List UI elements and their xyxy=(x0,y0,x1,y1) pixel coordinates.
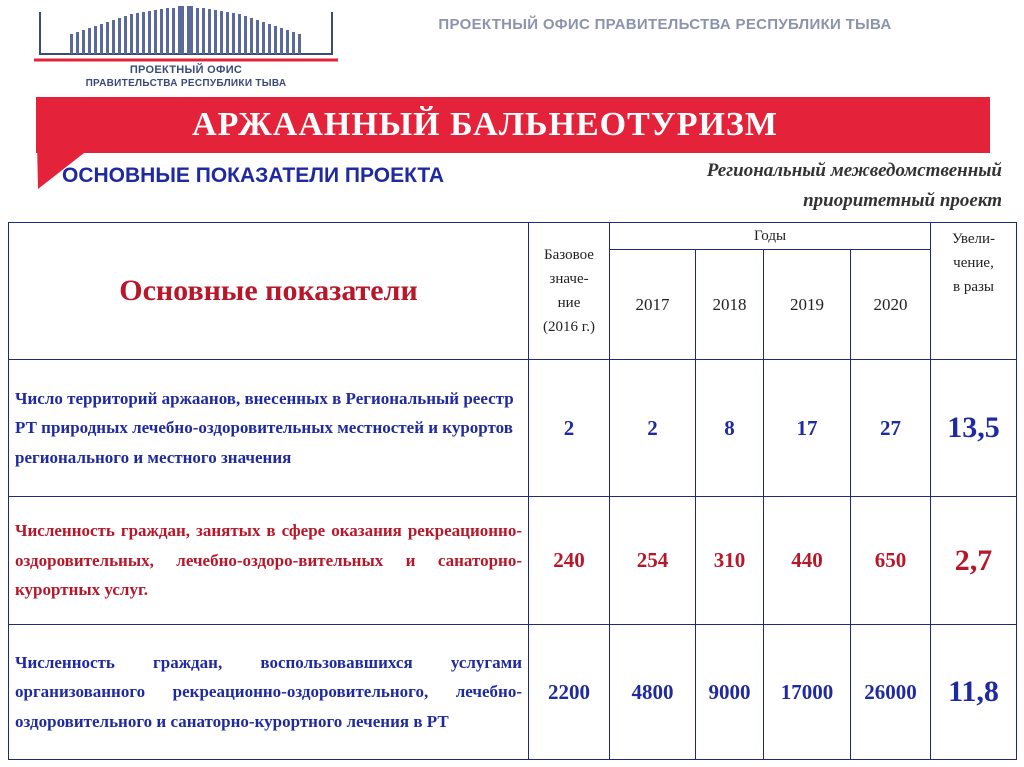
indicator-text: Численность граждан, занятых в сфере оказания рекреационно-оздоровительных, лечебно-оздоро-вительных и санаторно-курортных услуг. xyxy=(9,497,529,625)
header-increase-line2: чение, xyxy=(953,255,994,271)
value-base: 2 xyxy=(529,360,610,497)
header-year-2017: 2017 xyxy=(610,250,696,360)
header-increase-line3: в разы xyxy=(953,279,995,295)
header-base-line3: ние xyxy=(557,295,581,311)
header-year-2020: 2020 xyxy=(851,250,931,360)
header-indicators: Основные показатели xyxy=(9,223,529,360)
value-2020: 27 xyxy=(851,360,931,497)
value-base: 240 xyxy=(529,497,610,625)
header-year-2019: 2019 xyxy=(764,250,851,360)
header-increase xyxy=(931,223,1017,360)
value-2018: 310 xyxy=(696,497,764,625)
indicators-table xyxy=(8,222,1017,760)
subtitle-left: ОСНОВНЫЕ ПОКАЗАТЕЛИ ПРОЕКТА xyxy=(62,164,445,187)
header-base xyxy=(529,223,610,360)
header-base-line1: Базовое xyxy=(544,247,594,263)
value-increase: 2,7 xyxy=(931,497,1017,625)
table-row xyxy=(9,360,1017,497)
value-2020: 650 xyxy=(851,497,931,625)
header-base-line4: (2016 г.) xyxy=(543,319,595,335)
header-base-line2: значе- xyxy=(549,271,589,287)
header-year-2018: 2018 xyxy=(696,250,764,360)
indicator-text: Число территорий аржаанов, внесенных в Региональный реестр РТ природных лечебно-оздоровительных местностей и курортов регионального и местного значения xyxy=(9,360,529,497)
value-2020: 26000 xyxy=(851,625,931,760)
logo xyxy=(30,4,342,94)
subtitle-right-line2: приоритетный проект xyxy=(803,190,1002,211)
logo-line-1: ПРОЕКТНЫЙ ОФИС xyxy=(129,64,243,76)
subtitle-right xyxy=(588,156,1002,216)
office-title: ПРОЕКТНЫЙ ОФИС ПРАВИТЕЛЬСТВА РЕСПУБЛИКИ ТЫВА xyxy=(438,16,892,33)
government-building-icon xyxy=(30,4,342,64)
banner-title: АРЖААННЫЙ БАЛЬНЕОТУРИЗМ xyxy=(192,106,778,143)
table-header-row xyxy=(9,223,1017,250)
value-2017: 2 xyxy=(610,360,696,497)
header-increase-line1: Увели- xyxy=(951,231,996,247)
value-2019: 17000 xyxy=(764,625,851,760)
value-increase: 11,8 xyxy=(931,625,1017,760)
subtitle-right-line1: Региональный межведомственный xyxy=(706,160,1002,181)
value-2019: 17 xyxy=(764,360,851,497)
table-row xyxy=(9,625,1017,760)
indicator-text: Численность граждан, воспользовавшихся услугами организованного рекреационно-оздоровительного, лечебно-оздоровительного и санаторно-курортного лечения в РТ xyxy=(9,625,529,760)
value-2017: 4800 xyxy=(610,625,696,760)
value-2018: 8 xyxy=(696,360,764,497)
value-2018: 9000 xyxy=(696,625,764,760)
value-2017: 254 xyxy=(610,497,696,625)
header-years: Годы xyxy=(610,223,931,250)
table-row xyxy=(9,497,1017,625)
logo-line-2: ПРАВИТЕЛЬСТВА РЕСПУБЛИКИ ТЫВА xyxy=(85,78,287,89)
value-increase: 13,5 xyxy=(931,360,1017,497)
value-2019: 440 xyxy=(764,497,851,625)
value-base: 2200 xyxy=(529,625,610,760)
